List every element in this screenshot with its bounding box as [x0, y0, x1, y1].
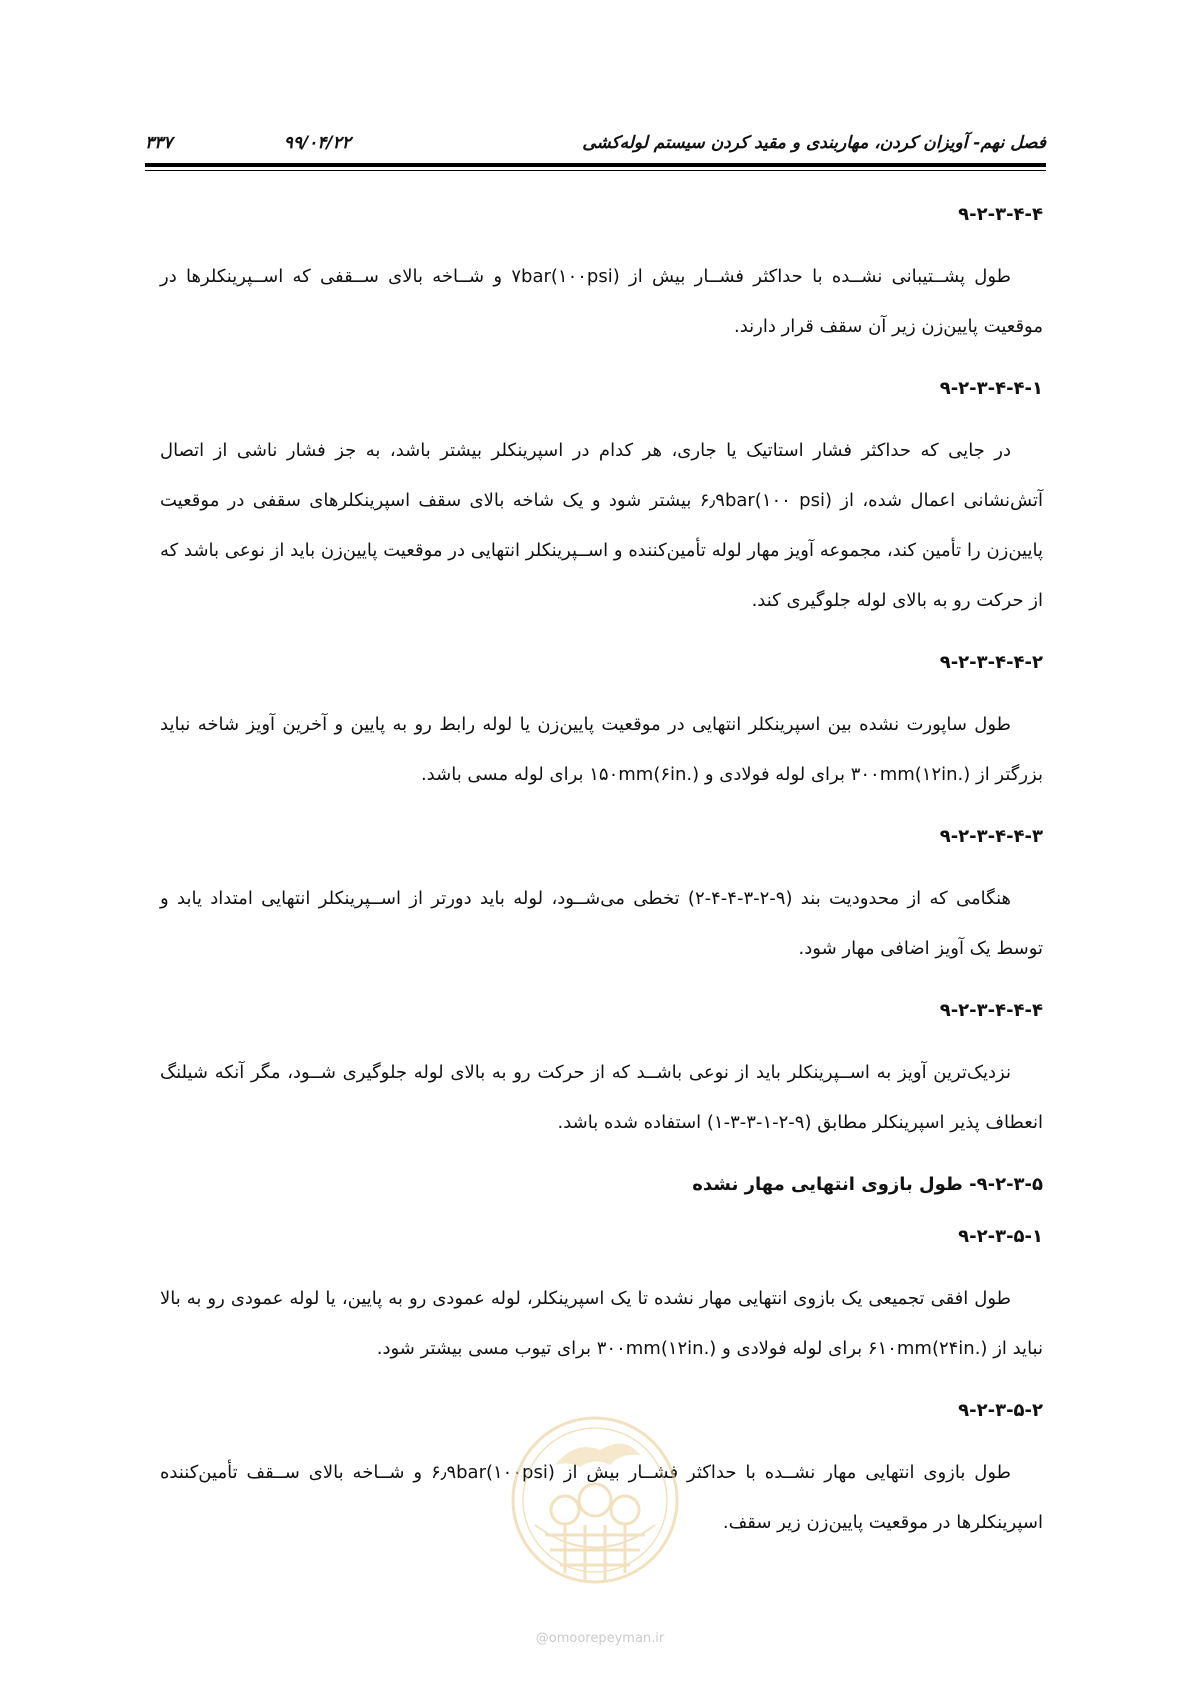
section-paragraph: در جایی که حداکثر فشار استاتیک یا جاری، هر کدام در اسپرینکلر بیشتر باشد، به جز فشار ناشی از اتصال آتش‌نشانی اعمال شده، از ۶٫۹bar(۱۰۰ psi) بیشتر شود و یک شاخه بالای سقف اسپرینکلرهای سقفی در موقعیت پایین‌زن را تأمین کند، مجموعه آویز مهار لوله تأمین‌کننده و اســپرینکلر انتهایی در موقعیت پایین‌زن باید از نوعی باشد که از حرکت رو به بالای لوله جلوگیری کند.	[160, 440, 1043, 611]
section-paragraph: طول بازوی انتهایی مهار نشــده با حداکثر فشــار بیش از ۶٫۹bar(۱۰۰psi) و شــاخه بالای ســقف تأمین‌کننده اسپرینکلرها در موقعیت پایین‌زن زیر سقف.	[160, 1462, 1043, 1533]
subsection-heading: ۹-۲-۳-۵- طول بازوی انتهایی مهار نشده	[692, 1174, 1043, 1195]
page-header	[145, 128, 1046, 158]
header-date: ۹۹/۰۴/۲۲	[283, 133, 351, 153]
watermark-url: @omoorepeyman.ir	[535, 1631, 665, 1646]
section-number: ۹-۲-۳-۵-۲	[958, 1400, 1043, 1421]
section-number: ۹-۲-۳-۴-۴-۱	[939, 378, 1043, 399]
section-paragraph: طول افقی تجمیعی یک بازوی انتهایی مهار نشده تا یک اسپرینکلر، لوله عمودی رو به پایین، یا لوله عمودی رو به بالا نباید از ۶۱۰mm(۲۴in.) برای لوله فولادی و ۳۰۰mm(۱۲in.) برای تیوب مسی بیشتر شود.	[160, 1288, 1043, 1359]
section-number: ۹-۲-۳-۴-۴-۲	[939, 652, 1043, 673]
watermark-logo	[505, 1395, 685, 1605]
section-paragraph: نزدیک‌ترین آویز به اســپرینکلر باید از نوعی باشــد که از حرکت رو به بالای لوله جلوگیری شــود، مگر آنکه شیلنگ انعطاف پذیر اسپرینکلر مطابق (۹-۲-۱-۳-۳-۱) استفاده شده باشد.	[160, 1062, 1043, 1133]
section-paragraph: طول ساپورت نشده بین اسپرینکلر انتهایی در موقعیت پایین‌زن یا لوله رابط رو به پایین و آخرین آویز شاخه نباید بزرگتر از ۳۰۰mm(۱۲in.) برای لوله فولادی و ۱۵۰mm(۶in.) برای لوله مسی باشد.	[160, 714, 1043, 785]
header-rule-thick	[145, 163, 1046, 167]
section-number: ۹-۲-۳-۵-۱	[958, 1226, 1043, 1247]
page-number: ۳۳۷	[145, 133, 173, 153]
chapter-title: فصل نهم- آویزان کردن، مهاربندی و مقید کردن سیستم لوله‌کشی	[582, 133, 1046, 153]
section-number: ۹-۲-۳-۴-۴	[958, 204, 1043, 225]
section-number: ۹-۲-۳-۴-۴-۳	[939, 826, 1043, 847]
header-rule-thin	[145, 170, 1046, 171]
section-paragraph: طول پشــتیبانی نشــده با حداکثر فشــار بیش از ۷bar(۱۰۰psi) و شــاخه بالای ســقفی که اســپرینکلرها در موقعیت پایین‌زن زیر آن سقف قرار دارند.	[160, 266, 1043, 337]
section-paragraph: هنگامی که از محدودیت بند (۹-۲-۳-۴-۴-۲) تخطی می‌شــود، لوله باید دورتر از اســپرینکلر انتهایی امتداد یابد و توسط یک آویز اضافی مهار شود.	[160, 888, 1043, 959]
document-body	[160, 200, 1043, 1570]
section-number: ۹-۲-۳-۴-۴-۴	[939, 1000, 1043, 1021]
